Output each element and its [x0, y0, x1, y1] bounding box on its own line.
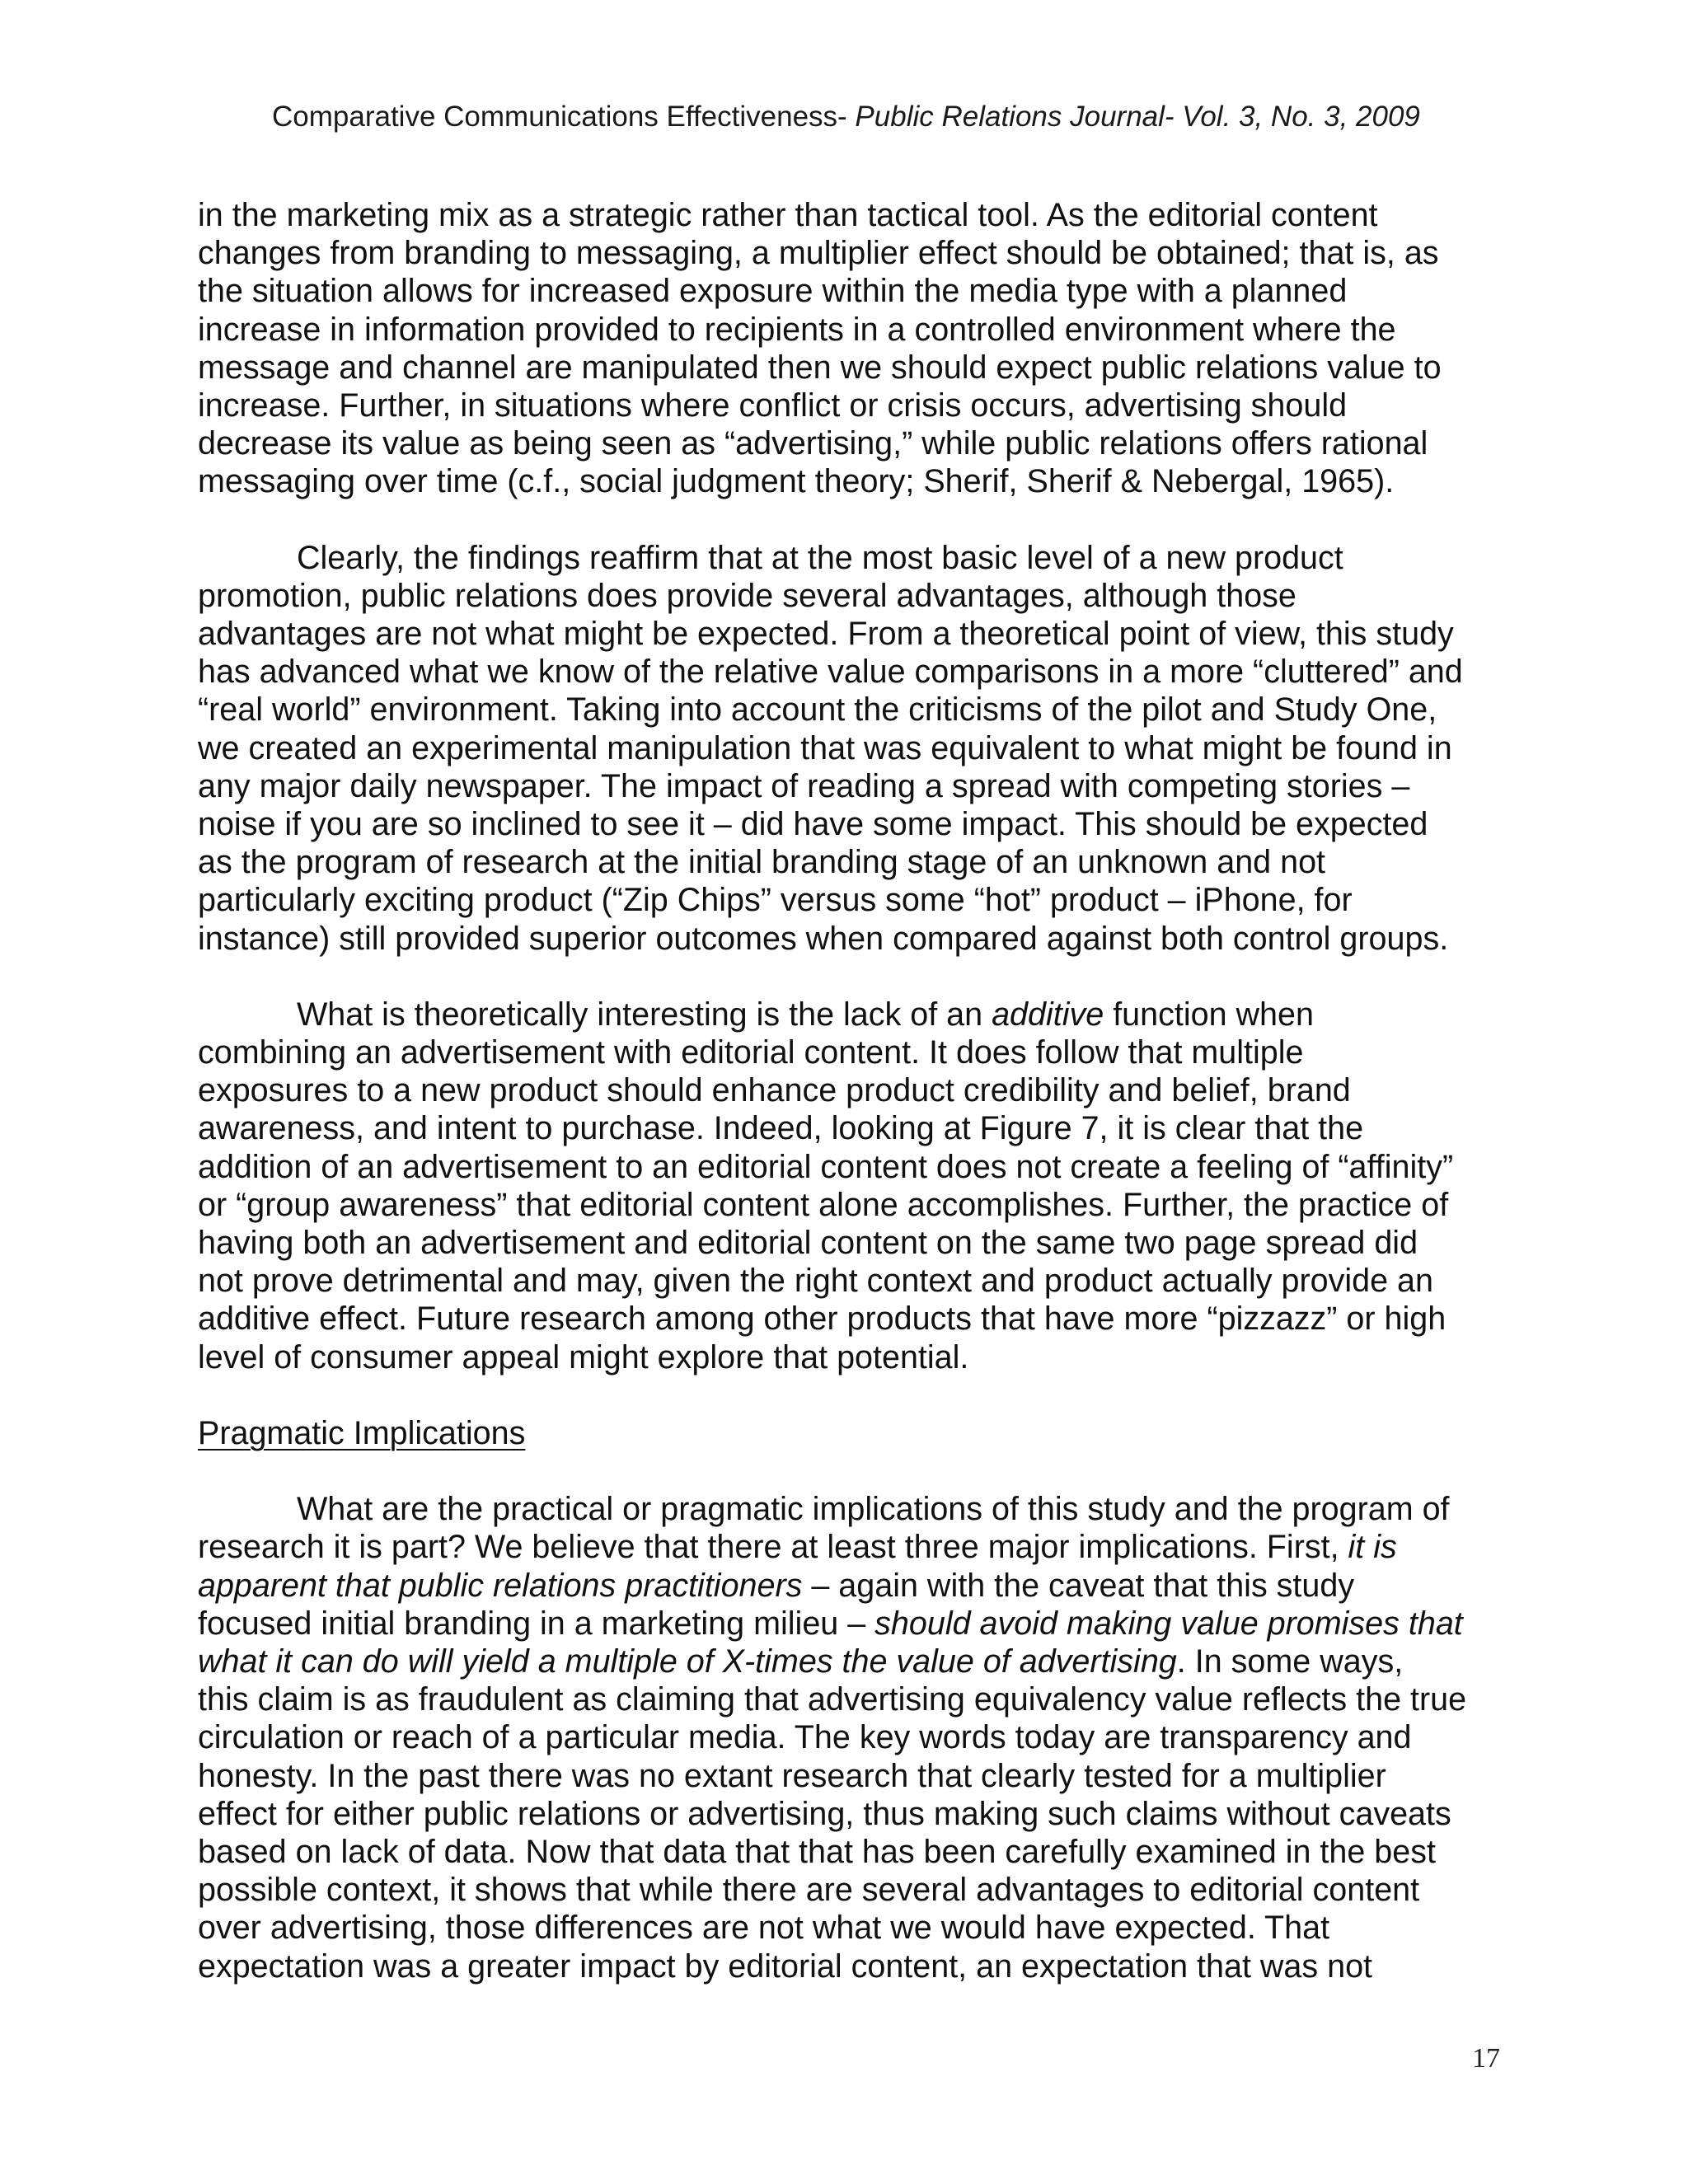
running-header-journal: Public Relations Journal- Vol. 3, No. 3, 2009 [855, 101, 1420, 133]
emphasis-text: apparent that public relations practitioners [198, 1567, 803, 1604]
text-segment: . In some ways, [1176, 1643, 1404, 1680]
paragraph-1 [198, 196, 1517, 501]
text-line: decrease its value as being seen as “advertising,” while public relations offers rational [198, 425, 1428, 462]
text-segment: focused initial branding in a marketing milieu – [198, 1605, 875, 1642]
text-line: has advanced what we know of the relative value comparisons in a more “cluttered” and [198, 654, 1463, 691]
text-line: having both an advertisement and editorial content on the same two page spread did [198, 1225, 1418, 1262]
text-line: this claim is as fraudulent as claiming that advertising equivalency value reflects the true [198, 1681, 1467, 1718]
running-header-title: Comparative Communications Effectiveness- [272, 101, 856, 133]
text-segment: – again with the caveat that this study [802, 1567, 1355, 1604]
section-heading: Pragmatic Implications [198, 1414, 526, 1451]
text-line: combining an advertisement with editorial content. It does follow that multiple [198, 1034, 1304, 1071]
text-line: Clearly, the findings reaffirm that at the most basic level of a new product [297, 539, 1343, 576]
text-line: effect for either public relations or advertising, thus making such claims without caveats [198, 1795, 1451, 1832]
text-line [198, 1643, 1517, 1680]
text-line: advantages are not what might be expected. From a theoretical point of view, this study [198, 616, 1454, 653]
text-line: awareness, and intent to purchase. Indeed, looking at Figure 7, it is clear that the [198, 1110, 1364, 1147]
text-line [198, 996, 1517, 1033]
text-line [198, 1605, 1517, 1643]
text-line: increase. Further, in situations where conflict or crisis occurs, advertising should [198, 387, 1348, 424]
text-line: over advertising, those differences are not what we would have expected. That [198, 1910, 1330, 1947]
text-segment: function when [1104, 996, 1314, 1033]
text-line: the situation allows for increased exposure within the media type with a planned [198, 273, 1348, 310]
emphasis-text: what it can do will yield a multiple of X-times the value of advertising [198, 1643, 1177, 1680]
text-line: possible context, it shows that while there are several advantages to editorial content [198, 1872, 1420, 1909]
text-line: What are the practical or pragmatic implications of this study and the program of [297, 1491, 1450, 1528]
paragraph-3 [198, 996, 1517, 1376]
text-line: not prove detrimental and may, given the right context and product actually provide an [198, 1263, 1433, 1300]
text-line: instance) still provided superior outcomes when compared against both control groups. [198, 920, 1449, 957]
text-line: “real world” environment. Taking into account the criticisms of the pilot and Study One, [198, 691, 1437, 729]
text-line: based on lack of data. Now that data that that has been carefully examined in the best [198, 1833, 1436, 1870]
text-line: level of consumer appeal might explore that potential. [198, 1338, 969, 1376]
text-line: expectation was a greater impact by editorial content, an expectation that was not [198, 1947, 1373, 1985]
text-line: messaging over time (c.f., social judgment theory; Sherif, Sherif & Nebergal, 1965). [198, 463, 1395, 500]
running-header [272, 97, 1492, 137]
emphasis-text: should avoid making value promises that [874, 1605, 1463, 1642]
text-line: in the marketing mix as a strategic rather than tactical tool. As the editorial content [198, 197, 1378, 233]
paragraph-2 [198, 539, 1517, 958]
text-segment: What is theoretically interesting is the lack of an [297, 996, 992, 1033]
text-line [198, 1528, 1517, 1566]
text-line: exposures to a new product should enhance product credibility and belief, brand [198, 1072, 1351, 1109]
page-number: 17 [1472, 2043, 1500, 2074]
text-line: honesty. In the past there was no extant research that clearly tested for a multiplier [198, 1757, 1386, 1794]
text-line: increase in information provided to recipients in a controlled environment where the [198, 311, 1396, 348]
text-line: circulation or reach of a particular media. The key words today are transparency and [198, 1719, 1412, 1756]
text-line: promotion, public relations does provide several advantages, although those [198, 577, 1296, 614]
text-line: as the program of research at the initial branding stage of an unknown and not [198, 844, 1326, 881]
text-line: any major daily newspaper. The impact of reading a spread with competing stories – [198, 767, 1410, 804]
emphasis-text: it is [1348, 1529, 1397, 1566]
text-line: we created an experimental manipulation that was equivalent to what might be found in [198, 729, 1452, 766]
text-line: addition of an advertisement to an editorial content does not create a feeling of “affinity” [198, 1148, 1454, 1185]
text-segment: research it is part? We believe that there at least three major implications. First, [198, 1529, 1348, 1566]
text-line: particularly exciting product (“Zip Chips” versus some “hot” product – iPhone, for [198, 882, 1353, 919]
text-line: additive effect. Future research among other products that have more “pizzazz” or high [198, 1301, 1447, 1338]
body-text [198, 196, 1517, 2023]
text-line: noise if you are so inclined to see it – did have some impact. This should be expected [198, 806, 1428, 843]
paragraph-4 [198, 1490, 1517, 1985]
text-line: changes from branding to messaging, a multiplier effect should be obtained; that is, as [198, 235, 1439, 272]
text-line: or “group awareness” that editorial content alone accomplishes. Further, the practice of [198, 1186, 1449, 1223]
text-line: message and channel are manipulated then we should expect public relations value to [198, 349, 1442, 386]
emphasis-additive: additive [992, 996, 1104, 1033]
text-line [198, 1567, 1517, 1605]
